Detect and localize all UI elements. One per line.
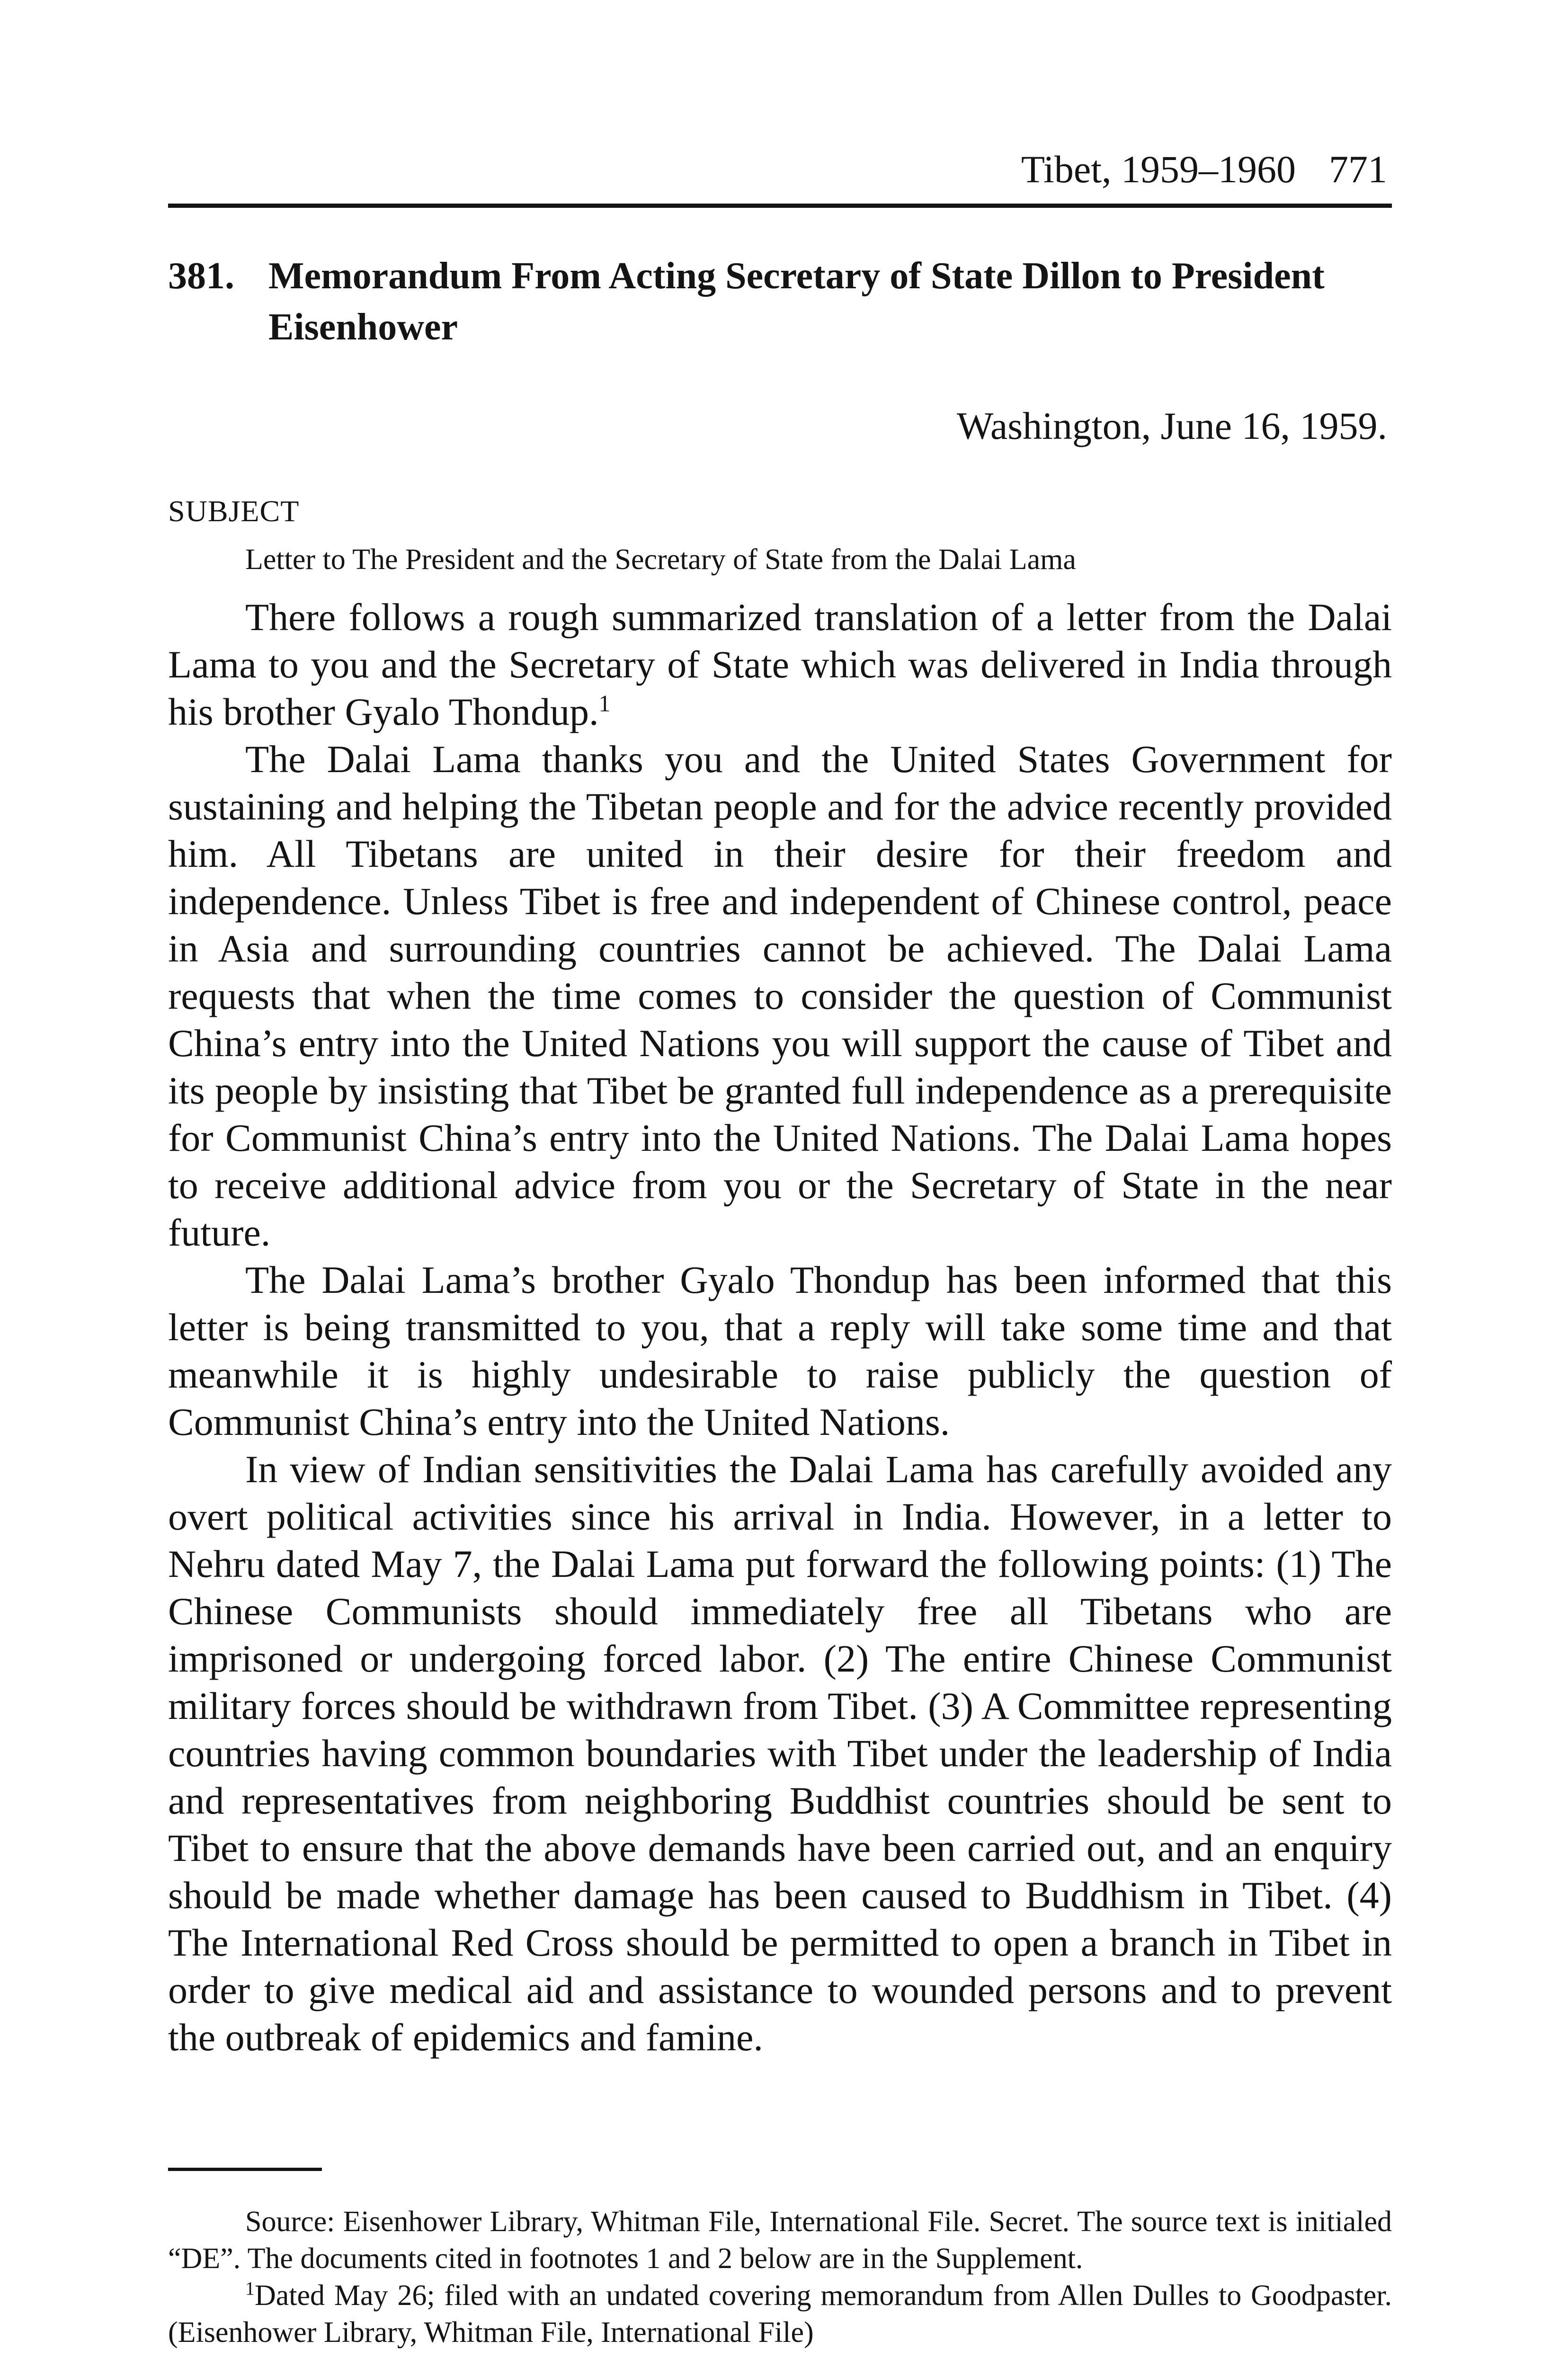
document-heading [168, 250, 1392, 353]
footnote-1 [168, 2277, 1392, 2351]
document-number: 381. [168, 255, 234, 297]
body-paragraph: The Dalai Lama thanks you and the United States Government for sustaining and helping the Tibetan people and for the advice recently provided him. All Tibetans are united in their desire for their freedom and independence. Unless Tibet is free and independent of Chinese control, peace in Asia and surrounding countries cannot be achieved. The Dalai Lama requests that when the time comes to consider the question of Communist China’s entry into the United Nations you will support the cause of Tibet and its people by insisting that Tibet be granted full independence as a prerequisite for Communist China’s entry into the United Nations. The Dalai Lama hopes to receive additional advice from you or the Secretary of State in the near future. [168, 738, 1392, 1254]
body-paragraph: In view of Indian sensitivities the Dalai Lama has carefully avoided any overt political activities since his arrival in India. However, in a letter to Nehru dated May 7, the Dalai Lama put forward the following points: (1) The Chinese Communists should immediately free all Tibetans who are imprisoned or undergoing forced labor. (2) The entire Chinese Communist military forces should be withdrawn from Tibet. (3) A Committee representing countries having common boundaries with Tibet under the leadership of India and representatives from neighboring Buddhist countries should be sent to Tibet to ensure that the above demands have been carried out, and an enquiry should be made whether damage has been caused to Buddhism in Tibet. (4) The International Red Cross should be permitted to open a branch in Tibet in order to give medical aid and assistance to wounded persons and to prevent the outbreak of epidemics and famine. [168, 1448, 1392, 2059]
running-head [168, 142, 1392, 208]
dateline: Washington, June 16, 1959. [956, 404, 1387, 447]
footnote-reference: 1 [598, 690, 611, 717]
subject-text: Letter to The President and the Secretary of State from the Dalai Lama [245, 543, 1076, 576]
footnotes [168, 2203, 1392, 2351]
body-paragraph: The Dalai Lama’s brother Gyalo Thondup has been informed that this letter is being transmitted to you, that a reply will take some time and that meanwhile it is highly undesirable to raise publicly the question of Communist China’s entry into the United Nations. [168, 1258, 1392, 1443]
source-note: Source: Eisenhower Library, Whitman File, International File. Secret. The source text is initialed “DE”. The documents cited in footnotes 1 and 2 below are in the Supplement. [168, 2206, 1392, 2275]
body-text [168, 594, 1392, 2061]
running-head-title: Tibet, 1959–1960 [1021, 148, 1296, 191]
document-page [168, 142, 1392, 2351]
footnote-divider [168, 2168, 322, 2171]
body-paragraph-text: There follows a rough summarized translation of a letter from the Dalai Lama to you and the Secretary of State which was delivered in India through his brother Gyalo Thondup. [168, 596, 1392, 733]
document-title: Memorandum From Acting Secretary of State Dillon to President Eisenhower [268, 255, 1325, 348]
running-head-text [1021, 146, 1387, 193]
footnote-marker: 1 [245, 2278, 255, 2299]
subject-label: SUBJECT [168, 494, 300, 528]
body-paragraph [168, 594, 1392, 736]
page-number: 771 [1329, 148, 1387, 191]
footnote-1-text: Dated May 26; filed with an undated covering memorandum from Allen Dulles to Goodpaster. (Eisenhower Library, Whitman File, International File) [168, 2279, 1392, 2349]
